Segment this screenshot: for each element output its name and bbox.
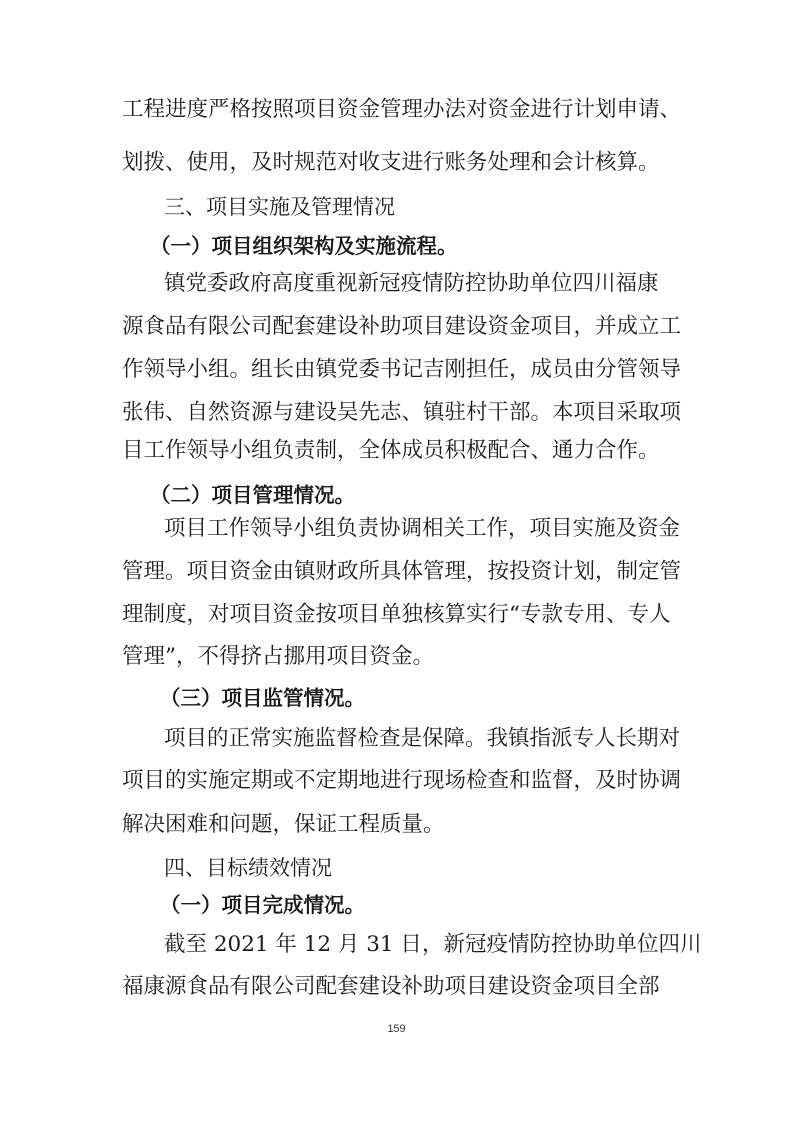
subsection-heading: （二）项目管理情况。 [150, 483, 355, 507]
paragraph-line: 福康源食品有限公司配套建设补助项目建设资金项目全部 [122, 974, 660, 999]
paragraph-line: 管理”，不得挤占挪用项目资金。 [122, 644, 434, 669]
paragraph-line: 划拨、使用，及时规范对收支进行账务处理和会计核算。 [122, 150, 660, 175]
paragraph-line: 解决困难和问题，保证工程质量。 [122, 812, 445, 837]
paragraph-line: 源食品有限公司配套建设补助项目建设资金项目，并成立工 [122, 314, 682, 339]
section-heading: 三、项目实施及管理情况 [164, 195, 395, 219]
paragraph-line: 截至 2021 年 12 月 31 日，新冠疫情防控协助单位四川 [164, 932, 702, 957]
paragraph-line: 工程进度严格按照项目资金管理办法对资金进行计划申请、 [122, 97, 682, 122]
paragraph-line: 项目的实施定期或不定期地进行现场检查和监督，及时协调 [122, 768, 682, 793]
paragraph-line: 项目工作领导小组负责协调相关工作，项目实施及资金 [164, 516, 681, 541]
subsection-heading: （三）项目监管情况。 [160, 686, 365, 710]
paragraph-line: 目工作领导小组负责制，全体成员积极配合、通力合作。 [122, 438, 660, 463]
paragraph-line: 镇党委政府高度重视新冠疫情防控协助单位四川福康 [164, 271, 659, 296]
subsection-heading: （一）项目组织架构及实施流程。 [150, 234, 458, 258]
paragraph-line: 作领导小组。组长由镇党委书记吉刚担任，成员由分管领导 [122, 357, 682, 382]
subsection-heading: （一）项目完成情况。 [160, 893, 365, 917]
paragraph-line: 项目的正常实施监督检查是保障。我镇指派专人长期对 [164, 726, 681, 751]
section-heading: 四、目标绩效情况 [164, 856, 332, 880]
paragraph-line: 张伟、自然资源与建设吴先志、镇驻村干部。本项目采取项 [122, 400, 682, 425]
page-number: 159 [387, 1023, 406, 1035]
paragraph-line: 理制度，对项目资金按项目单独核算实行“专款专用、专人 [122, 602, 671, 627]
paragraph-line: 管理。项目资金由镇财政所具体管理，按投资计划，制定管 [122, 559, 682, 584]
